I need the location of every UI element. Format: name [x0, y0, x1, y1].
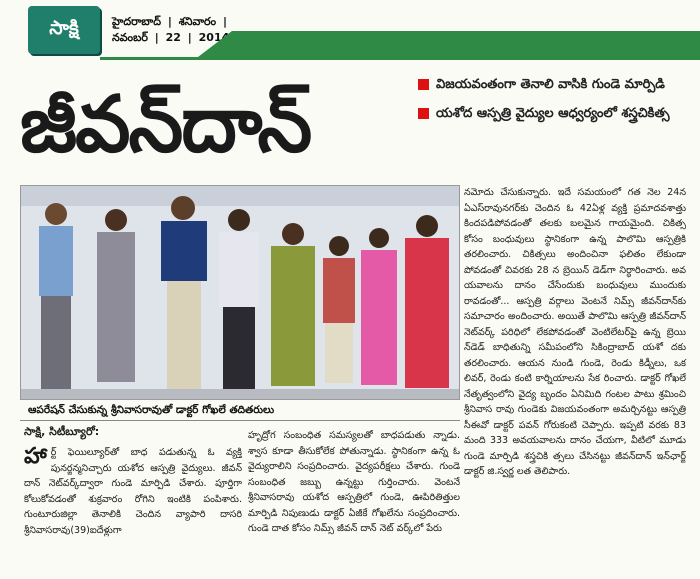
person-figure: [219, 209, 259, 389]
bullet-point: [418, 74, 700, 95]
news-photo: [20, 185, 460, 400]
person-figure: [405, 215, 449, 388]
person-figure: [97, 209, 135, 382]
bullet-point: [418, 103, 700, 124]
dateline-city: హైదరాబాద్: [112, 15, 161, 28]
bullet-text: యశోద ఆస్పత్రి వైద్యుల ఆధ్వర్యంలో శస్త్రచికిత్స: [436, 106, 670, 121]
person-figure: [323, 236, 355, 383]
article-column-right: నమోదు చేసుకున్నారు. ఇదే సమయంలో గత నెల 24న ఏఎస్‌రావునగర్‌కు చెందిన ఓ 42ఏళ్ల వ్యక్తి ప్రమాదవశాత్తు కిందపడిపోవడంతో తలకు బలమైన గాయమైంది. చికిత్స కోసం బంధువులు స్థానికంగా ఉన్న పాలొమి ఆస్పత్రికి తరలించారు. చికిత్సలు అందించినా ఫలితం లేకుండా పోవడంతో చివరకు 28 న బ్రెయిన్ డెడ్‌గా నిర్ధారించారు. అవ యవాలను దానం చేసేందుకు బంధువులు ముందుకు రావడంతో... ఆస్పత్రి వర్గాలు వెంటనే నిమ్స్ జీవన్‌దాన్‌కు సమాచారం అందించారు. అయితే పాలొమి ఆస్పత్రి జీవన్‌దాన్ నెట్‌వర్క్ పరిధిలో లేకపోవడంతో వెంటిలేటర్‌పై ఉన్న బ్రెయి న్‌డెడ్ బాధితున్ని సమీపంలోని సికింద్రాబాద్ యశో దకు తరలించారు. ఆయన నుండి గుండె, రెండు కిడ్నీలు, ఒక లివర్, రెండు కంటి కార్నియాలను సేక రించారు. డాక్టర్ గోఖలే నేతృత్వంలోని వైద్య బృందం ఏనిమిది గంటల పాటు శ్రమించి శ్రీనివాస రావు గుండెకు విజయవంతంగా అమర్చినట్టు ఆస్పత్రి సీఈవో డాక్టర్ పవన్ గోరుకంటి చెప్పారు. ఇప్పటి వరకు 83 మంది 333 అవయవాలను దానం చేయగా, వీటిలో మూడు గుండె మార్పిడి శస్త్రచికి త్సలు చేసినట్టు జీవన్‌దాన్ ఇన్‌ఛార్జ్ డాక్టర్ జి.స్వర్ణ లత తెలిపారు.: [464, 187, 686, 477]
masthead: [0, 0, 700, 64]
column-rule: [20, 420, 460, 421]
byline: సాక్షి, సిటీబ్యూరో:: [24, 425, 100, 438]
dateline-month: నవంబర్: [112, 31, 148, 44]
subheadline-bullets: [418, 74, 700, 132]
person-figure: [271, 223, 315, 386]
person-figure: [39, 203, 73, 391]
bullet-text: విజయవంతంగా తెనాలి వాసికి గుండె మార్పిడి: [436, 77, 665, 92]
red-square-icon: [418, 108, 429, 119]
photo-caption: ఆపరేషన్ చేసుకున్న శ్రీనివాసరావుతో డాక్టర్ గోఖలే తదితరులు: [28, 404, 275, 416]
person-figure: [161, 196, 207, 389]
article-column-left: [24, 445, 242, 538]
dateline-day: శనివారం: [178, 15, 217, 28]
masthead-rule: [100, 57, 700, 60]
person-figure: [361, 228, 397, 385]
article-text: ర్ట్ ఫెయిల్యూర్‌తో బాధ పడుతున్న ఓ వ్యక్తి పునర్జన్మనిచ్చారు యశోద ఆస్పత్రి వైద్యులు. జీవన్ దాన్ నెట్‌వర్క్‌ద్వారా గుండె మార్పిడి చేశారు. పూర్తిగా కోలుకోవడంతో శుక్రవారం రోగిని ఇంటికి పంపిశారు. గుంటూరుజిల్లా తెనాలికి చెందిన వ్యాపారి దాసరి శ్రీనివాసరావు(39)ఐదేళ్లుగా: [24, 447, 242, 536]
headline: జీవన్‌దాన్: [20, 80, 311, 170]
group-photo-illustration: [21, 186, 460, 400]
dropcap: హా: [24, 444, 47, 469]
dateline-date: 22: [165, 31, 181, 44]
article-column-middle: హృద్రోగ సంబంధిత సమస్యలతో బాధపడుతు న్నాడు. శ్వాస కూడా తీసుకోలేక పోతున్నాడు. స్థానికంగా ఉన్న ఓ వైద్యురాలిని సంప్రదించారు. వైద్యపరీక్షలు చేశారు. గుండె సంబంధిత జబ్బు ఉన్నట్టు గుర్తించారు. వెంటనే శ్రీనివాసరావు యశోద ఆస్పత్రిలో గుండె, ఊపిరితిత్తుల మార్పిడి నిపుణుడు డాక్టర్ ఏజీకే గోఖలేను సంప్రదించారు. గుండె దాత కోసం నిమ్స్ జీవన్ దాన్ నెట్ వర్క్‌లో పేరు: [248, 430, 460, 534]
dateline: హైదరాబాద్ | శనివారం | నవంబర్ | 22 |: [112, 14, 230, 46]
red-square-icon: [418, 79, 429, 90]
newspaper-logo: సాక్షి: [28, 6, 100, 54]
masthead-green-band: [232, 31, 700, 57]
